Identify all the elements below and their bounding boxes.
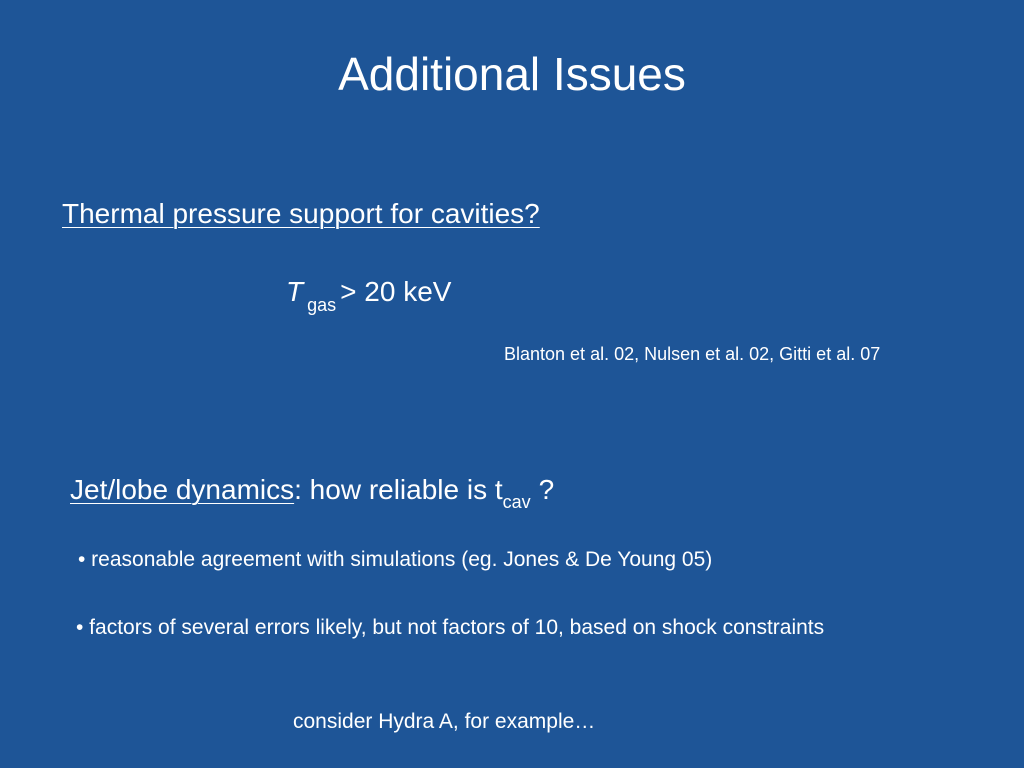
temperature-expression	[286, 274, 451, 313]
jet-heading-end: ?	[538, 474, 555, 505]
jet-heading-question: : how reliable is t	[294, 474, 503, 505]
temperature-subscript: gas	[307, 295, 337, 315]
jet-lobe-dynamics-link[interactable]: Jet/lobe dynamics	[70, 474, 295, 505]
temperature-symbol: T	[286, 276, 304, 307]
bullet-simulations-agreement: • reasonable agreement with simulations (eg. Jones & De Young 05)	[78, 548, 713, 571]
jet-lobe-heading	[70, 472, 554, 511]
slide-title: Additional Issues	[338, 48, 686, 100]
temperature-value: > 20 keV	[340, 276, 452, 307]
bullet-error-factors: • factors of several errors likely, but not factors of 10, based on shock constraints	[76, 616, 825, 639]
citation-text: Blanton et al. 02, Nulsen et al. 02, Gitti et al. 07	[504, 344, 881, 364]
thermal-pressure-heading: Thermal pressure support for cavities?	[62, 198, 540, 229]
footer-note: consider Hydra A, for example…	[293, 710, 596, 733]
jet-heading-subscript: cav	[502, 492, 531, 512]
